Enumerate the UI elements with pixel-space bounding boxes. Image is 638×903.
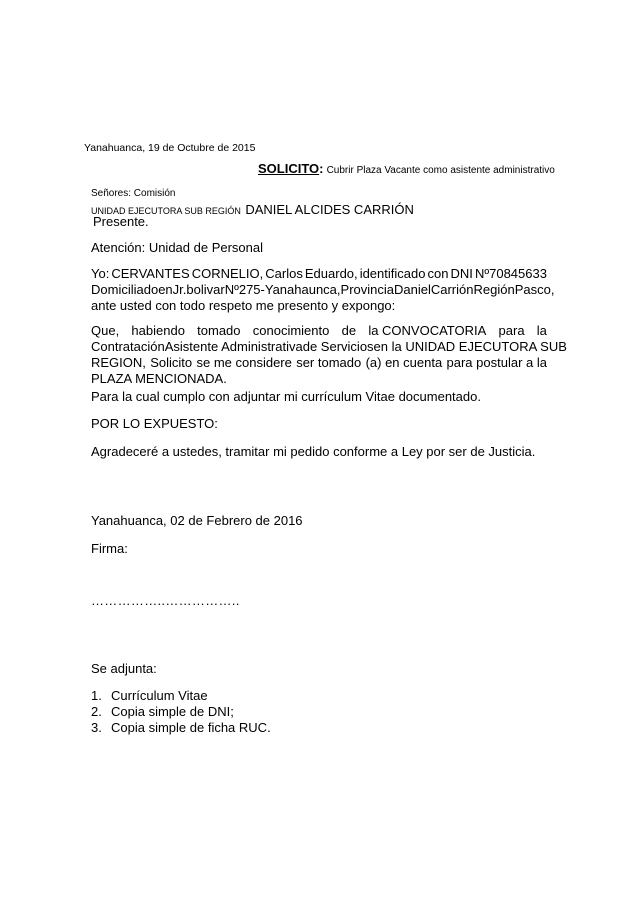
addressee-unit: UNIDAD EJECUTORA SUB REGIÓN — [91, 206, 241, 216]
que-word: Contratación — [91, 339, 165, 354]
intro-word: Nº70845633 — [474, 266, 547, 281]
que-word: Que, — [91, 323, 120, 338]
intro-word: Carrión — [430, 282, 474, 297]
solicito-label: SOLICITO — [258, 161, 320, 176]
intro-word: CORNELIO, — [191, 266, 264, 281]
intro-word: Nº — [224, 282, 239, 297]
intro-line-2 — [91, 282, 555, 298]
intro-word: Eduardo, — [304, 266, 358, 281]
que-word: Solicito — [150, 355, 193, 370]
que-word: REGION, — [91, 355, 146, 370]
solicito-text: Cubrir Plaza Vacante como asistente administrativo — [326, 165, 555, 176]
annex-item: 1. Currículum Vitae — [91, 688, 208, 703]
addressee-presente: Presente. — [93, 214, 149, 229]
annex-list — [91, 688, 271, 736]
que-word: Asistente Administrativa — [164, 339, 303, 354]
que-word: para — [498, 323, 525, 338]
intro-word: Provincia — [340, 282, 394, 297]
que-word: ser tomado — [296, 355, 362, 370]
intro-word: 275-Yanahaunca, — [238, 282, 341, 297]
intro-word: con — [427, 266, 449, 281]
intro-word: Yo: — [91, 266, 110, 281]
intro-word: identificado — [359, 266, 426, 281]
addressee-name: DANIEL ALCIDES CARRIÓN — [245, 202, 414, 217]
intro-line-1 — [91, 266, 547, 282]
que-word: habiendo — [131, 323, 185, 338]
que-word: en la UNIDAD EJECUTORA SUB — [373, 339, 567, 354]
que-word: se me considere — [196, 355, 292, 370]
que-line-4: PLAZA MENCIONADA. — [91, 371, 227, 386]
intro-paragraph — [91, 266, 555, 314]
que-word: para postular a la — [446, 355, 547, 370]
que-line-2 — [91, 339, 567, 355]
attention-line: Atención: Unidad de Personal — [91, 240, 264, 255]
adjuntar-line: Para la cual cumplo con adjuntar mi currículum Vitae documentado. — [91, 389, 481, 404]
agradecere-line: Agradeceré a ustedes, tramitar mi pedido conforme a Ley por ser de Justicia. — [91, 444, 536, 459]
intro-word: en — [158, 282, 173, 297]
intro-word: Domiciliado — [91, 282, 159, 297]
intro-word: Jr.bolivar — [172, 282, 225, 297]
firma-label: Firma: — [91, 541, 128, 556]
signature-line: ……………..…………….. — [91, 593, 240, 608]
solicito-line — [258, 161, 555, 176]
que-word: de Servicios — [302, 339, 374, 354]
intro-word: Carlos — [265, 266, 303, 281]
date-line: Yanahuanca, 19 de Octubre de 2015 — [84, 142, 256, 154]
annex-item: 3. Copia simple de ficha RUC. — [91, 720, 271, 735]
por-lo-expuesto: POR LO EXPUESTO: — [91, 416, 218, 431]
annex-item: 2. Copia simple de DNI; — [91, 704, 234, 719]
closing-date: Yanahuanca, 02 de Febrero de 2016 — [91, 513, 303, 528]
intro-word: Región — [473, 282, 515, 297]
intro-word: Pasco, — [514, 282, 555, 297]
que-word: de — [341, 323, 357, 338]
que-paragraph — [91, 323, 567, 387]
intro-word: DNI — [450, 266, 473, 281]
addressee-line1: Señores: Comisión — [91, 188, 176, 199]
intro-line-3: ante usted con todo respeto me presento y expongo: — [91, 298, 396, 313]
que-word: la CONVOCATORIA — [368, 323, 487, 338]
que-word: (a) en cuenta — [365, 355, 443, 370]
annex-label: Se adjunta: — [91, 661, 157, 676]
intro-word: Daniel — [394, 282, 431, 297]
que-line-1 — [91, 323, 547, 339]
intro-word: CERVANTES — [111, 266, 190, 281]
que-line-3 — [91, 355, 547, 371]
que-word: conocimiento — [252, 323, 330, 338]
que-word: la — [536, 323, 547, 338]
solicito-colon: : — [319, 161, 324, 176]
que-word: tomado — [197, 323, 241, 338]
